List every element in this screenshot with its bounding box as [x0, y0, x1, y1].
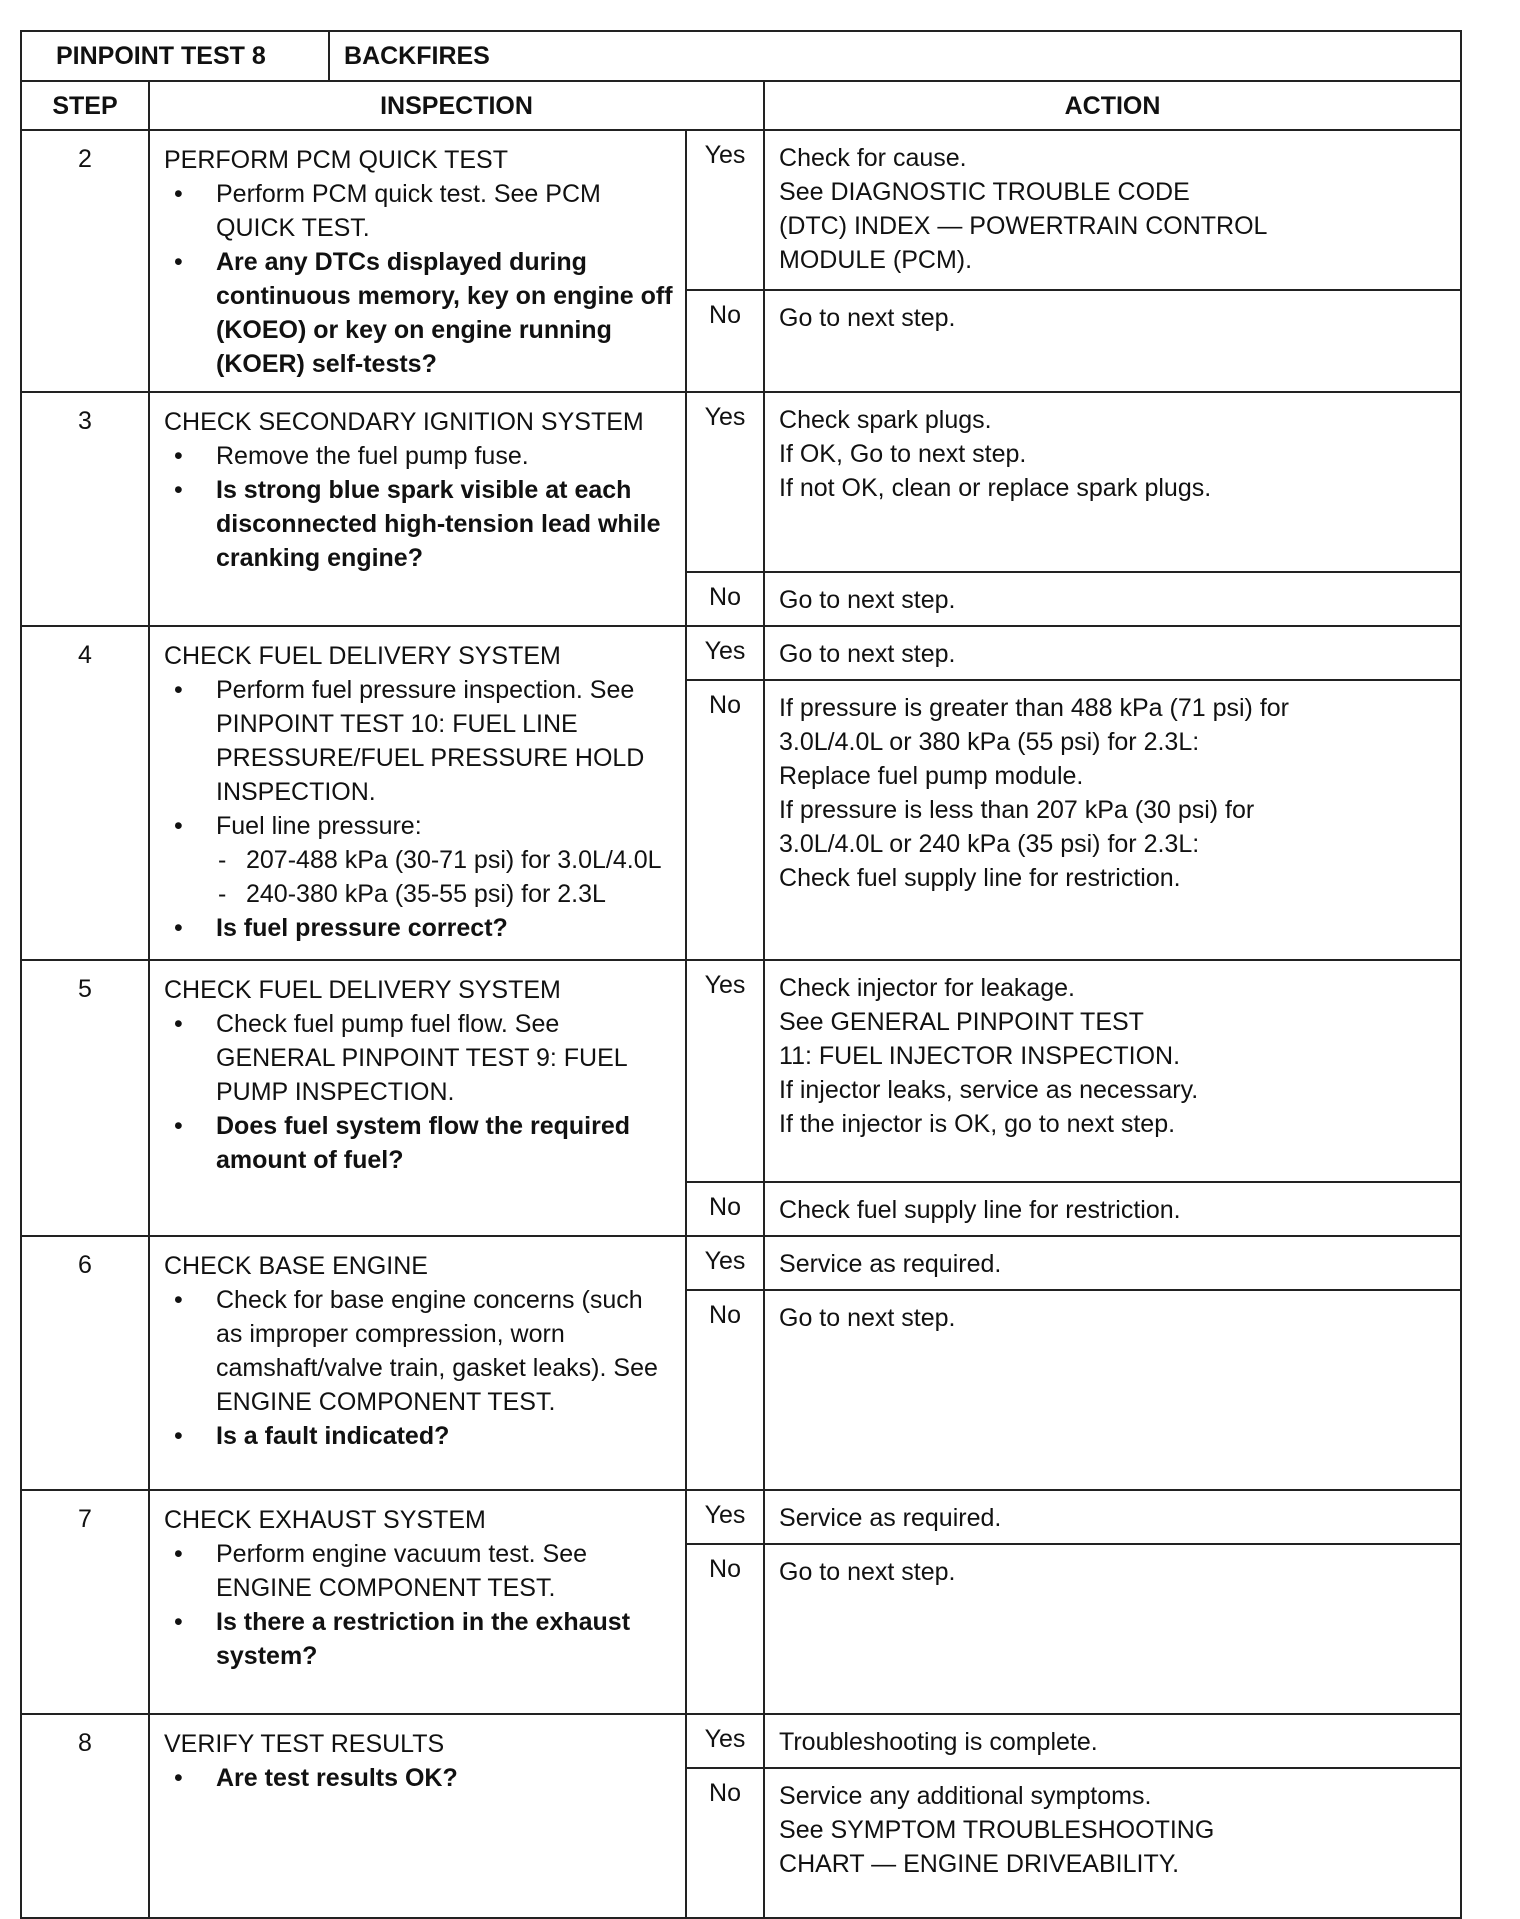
action-line: See GENERAL PINPOINT TEST	[779, 1008, 1144, 1036]
bullet-text: Fuel line pressure:	[216, 812, 422, 840]
bullet-icon: •	[174, 676, 183, 704]
action-line: Check spark plugs.	[779, 406, 992, 434]
step-row-yes	[21, 626, 1461, 680]
bullet-icon: •	[174, 1764, 183, 1792]
inspection-bullet	[164, 1283, 675, 1419]
step-number: 6	[21, 1236, 149, 1490]
no-label: No	[686, 572, 764, 626]
action-line: Service any additional symptoms.	[779, 1782, 1152, 1810]
yes-label: Yes	[686, 1714, 764, 1768]
no-label: No	[686, 1768, 764, 1918]
step-number: 4	[21, 626, 149, 960]
sub-item-text: 207-488 kPa (30-71 psi) for 3.0L/4.0L	[246, 846, 662, 874]
bullet-icon: •	[174, 248, 183, 276]
col-action-header: ACTION	[764, 81, 1461, 130]
bullet-icon: •	[174, 442, 183, 470]
action-line: Troubleshooting is complete.	[779, 1728, 1098, 1756]
action-line: 3.0L/4.0L or 240 kPa (35 psi) for 2.3L:	[779, 830, 1200, 858]
bullet-icon: •	[174, 1286, 183, 1314]
no-label: No	[686, 290, 764, 392]
inspection-sub-item	[164, 877, 675, 911]
no-action	[764, 680, 1461, 960]
action-line: If injector leaks, service as necessary.	[779, 1076, 1199, 1104]
bullet-icon: •	[174, 476, 183, 504]
yes-label: Yes	[686, 960, 764, 1182]
no-label: No	[686, 1182, 764, 1236]
test-name: BACKFIRES	[329, 31, 1461, 81]
action-line: CHART — ENGINE DRIVEABILITY.	[779, 1850, 1180, 1878]
no-action	[764, 1182, 1461, 1236]
action-line: Go to next step.	[779, 640, 956, 668]
yes-label: Yes	[686, 626, 764, 680]
inspection-cell	[149, 1236, 686, 1490]
dash-icon: -	[218, 880, 227, 908]
action-line: See SYMPTOM TROUBLESHOOTING	[779, 1816, 1215, 1844]
step-number: 8	[21, 1714, 149, 1918]
yes-action	[764, 960, 1461, 1182]
step-row-yes	[21, 392, 1461, 572]
step-number: 7	[21, 1490, 149, 1714]
inspection-cell	[149, 130, 686, 392]
inspection-question	[164, 1109, 675, 1177]
bullet-text: Is strong blue spark visible at each disconnected high-tension lead while cranking engine?	[216, 476, 661, 572]
step-number: 5	[21, 960, 149, 1236]
bullet-icon: •	[174, 914, 183, 942]
no-action	[764, 1768, 1461, 1918]
inspection-question	[164, 911, 675, 945]
sub-item-text: 240-380 kPa (35-55 psi) for 2.3L	[246, 880, 606, 908]
step-row-yes	[21, 130, 1461, 290]
yes-label: Yes	[686, 1236, 764, 1290]
inspection-title: PERFORM PCM QUICK TEST	[164, 146, 509, 174]
bullet-text: Is a fault indicated?	[216, 1422, 450, 1450]
yes-action	[764, 1236, 1461, 1290]
action-line: Go to next step.	[779, 586, 956, 614]
step-row-yes	[21, 1236, 1461, 1290]
bullet-icon: •	[174, 1608, 183, 1636]
inspection-title: CHECK BASE ENGINE	[164, 1252, 428, 1280]
inspection-bullet	[164, 809, 675, 843]
inspection-cell	[149, 1714, 686, 1918]
bullet-text: Perform fuel pressure inspection. See PINPOINT TEST 10: FUEL LINE PRESSURE/FUEL PRESSURE HOLD INSPECTION.	[216, 676, 645, 806]
bullet-text: Remove the fuel pump fuse.	[216, 442, 529, 470]
no-label: No	[686, 1290, 764, 1490]
bullet-text: Are any DTCs displayed during continuous memory, key on engine off (KOEO) or key on engine running (KOER) self-tests?	[216, 248, 673, 378]
action-line: If the injector is OK, go to next step.	[779, 1110, 1176, 1138]
action-line: See DIAGNOSTIC TROUBLE CODE	[779, 178, 1190, 206]
steps-body	[21, 130, 1461, 1918]
bullet-text: Perform PCM quick test. See PCM QUICK TEST.	[216, 180, 601, 242]
bullet-text: Check for base engine concerns (such as improper compression, worn camshaft/valve train, gasket leaks). See ENGINE COMPONENT TEST.	[216, 1286, 658, 1416]
yes-label: Yes	[686, 130, 764, 290]
no-action	[764, 1290, 1461, 1490]
yes-action	[764, 130, 1461, 290]
step-row-yes	[21, 960, 1461, 1182]
bullet-text: Does fuel system flow the required amount of fuel?	[216, 1112, 630, 1174]
yes-action	[764, 626, 1461, 680]
action-line: Service as required.	[779, 1504, 1002, 1532]
action-line: Check fuel supply line for restriction.	[779, 1196, 1181, 1224]
no-action	[764, 572, 1461, 626]
inspection-bullet	[164, 439, 675, 473]
inspection-bullet	[164, 1007, 675, 1109]
action-line: Check fuel supply line for restriction.	[779, 864, 1181, 892]
bullet-icon: •	[174, 1112, 183, 1140]
col-inspection-header: INSPECTION	[149, 81, 764, 130]
bullet-text: Perform engine vacuum test. See ENGINE COMPONENT TEST.	[216, 1540, 588, 1602]
action-line: If OK, Go to next step.	[779, 440, 1027, 468]
inspection-cell	[149, 626, 686, 960]
col-step-header: STEP	[21, 81, 149, 130]
action-line: 3.0L/4.0L or 380 kPa (55 psi) for 2.3L:	[779, 728, 1200, 756]
step-row-yes	[21, 1490, 1461, 1544]
inspection-bullet	[164, 673, 675, 809]
action-line: 11: FUEL INJECTOR INSPECTION.	[779, 1042, 1181, 1070]
bullet-icon: •	[174, 1540, 183, 1568]
action-line: If not OK, clean or replace spark plugs.	[779, 474, 1212, 502]
action-line: MODULE (PCM).	[779, 246, 973, 274]
test-id: PINPOINT TEST 8	[21, 31, 329, 81]
inspection-bullet	[164, 177, 675, 245]
action-line: Go to next step.	[779, 303, 956, 332]
bullet-text: Is there a restriction in the exhaust system?	[216, 1608, 631, 1670]
action-line: Replace fuel pump module.	[779, 762, 1084, 790]
inspection-sub-item	[164, 843, 675, 877]
inspection-bullet	[164, 1537, 675, 1605]
action-line: If pressure is greater than 488 kPa (71 psi) for	[779, 694, 1289, 722]
inspection-cell	[149, 960, 686, 1236]
yes-action	[764, 392, 1461, 572]
bullet-text: Is fuel pressure correct?	[216, 914, 508, 942]
step-row-yes	[21, 1714, 1461, 1768]
dash-icon: -	[218, 846, 227, 874]
inspection-title: CHECK EXHAUST SYSTEM	[164, 1506, 486, 1534]
yes-label: Yes	[686, 1490, 764, 1544]
bullet-text: Are test results OK?	[216, 1764, 458, 1792]
no-action	[764, 290, 1461, 392]
inspection-cell	[149, 1490, 686, 1714]
inspection-question	[164, 245, 675, 381]
inspection-title: CHECK FUEL DELIVERY SYSTEM	[164, 642, 561, 670]
inspection-question	[164, 1761, 675, 1795]
inspection-title: CHECK SECONDARY IGNITION SYSTEM	[164, 408, 644, 436]
yes-label: Yes	[686, 392, 764, 572]
action-line: (DTC) INDEX — POWERTRAIN CONTROL	[779, 212, 1268, 240]
action-line: If pressure is less than 207 kPa (30 psi) for	[779, 796, 1255, 824]
inspection-question	[164, 473, 675, 575]
no-label: No	[686, 1544, 764, 1714]
inspection-title: CHECK FUEL DELIVERY SYSTEM	[164, 976, 561, 1004]
yes-action	[764, 1714, 1461, 1768]
bullet-icon: •	[174, 1422, 183, 1450]
bullet-icon: •	[174, 812, 183, 840]
action-line: Go to next step.	[779, 1304, 956, 1332]
action-line: Check for cause.	[779, 144, 967, 172]
action-line: Check injector for leakage.	[779, 974, 1075, 1002]
inspection-question	[164, 1605, 675, 1673]
yes-action	[764, 1490, 1461, 1544]
bullet-icon: •	[174, 1010, 183, 1038]
no-label: No	[686, 680, 764, 960]
bullet-icon: •	[174, 180, 183, 208]
inspection-cell	[149, 392, 686, 626]
step-number: 3	[21, 392, 149, 626]
inspection-title: VERIFY TEST RESULTS	[164, 1730, 445, 1758]
action-line: Go to next step.	[779, 1558, 956, 1586]
pinpoint-test-table	[20, 30, 1462, 1919]
no-action	[764, 1544, 1461, 1714]
pinpoint-test-document	[20, 30, 1460, 1919]
column-header-row	[21, 81, 1461, 130]
action-line: Service as required.	[779, 1250, 1002, 1278]
step-number: 2	[21, 130, 149, 392]
title-row	[21, 31, 1461, 81]
inspection-question	[164, 1419, 675, 1453]
bullet-text: Check fuel pump fuel flow. See GENERAL PINPOINT TEST 9: FUEL PUMP INSPECTION.	[216, 1010, 627, 1106]
